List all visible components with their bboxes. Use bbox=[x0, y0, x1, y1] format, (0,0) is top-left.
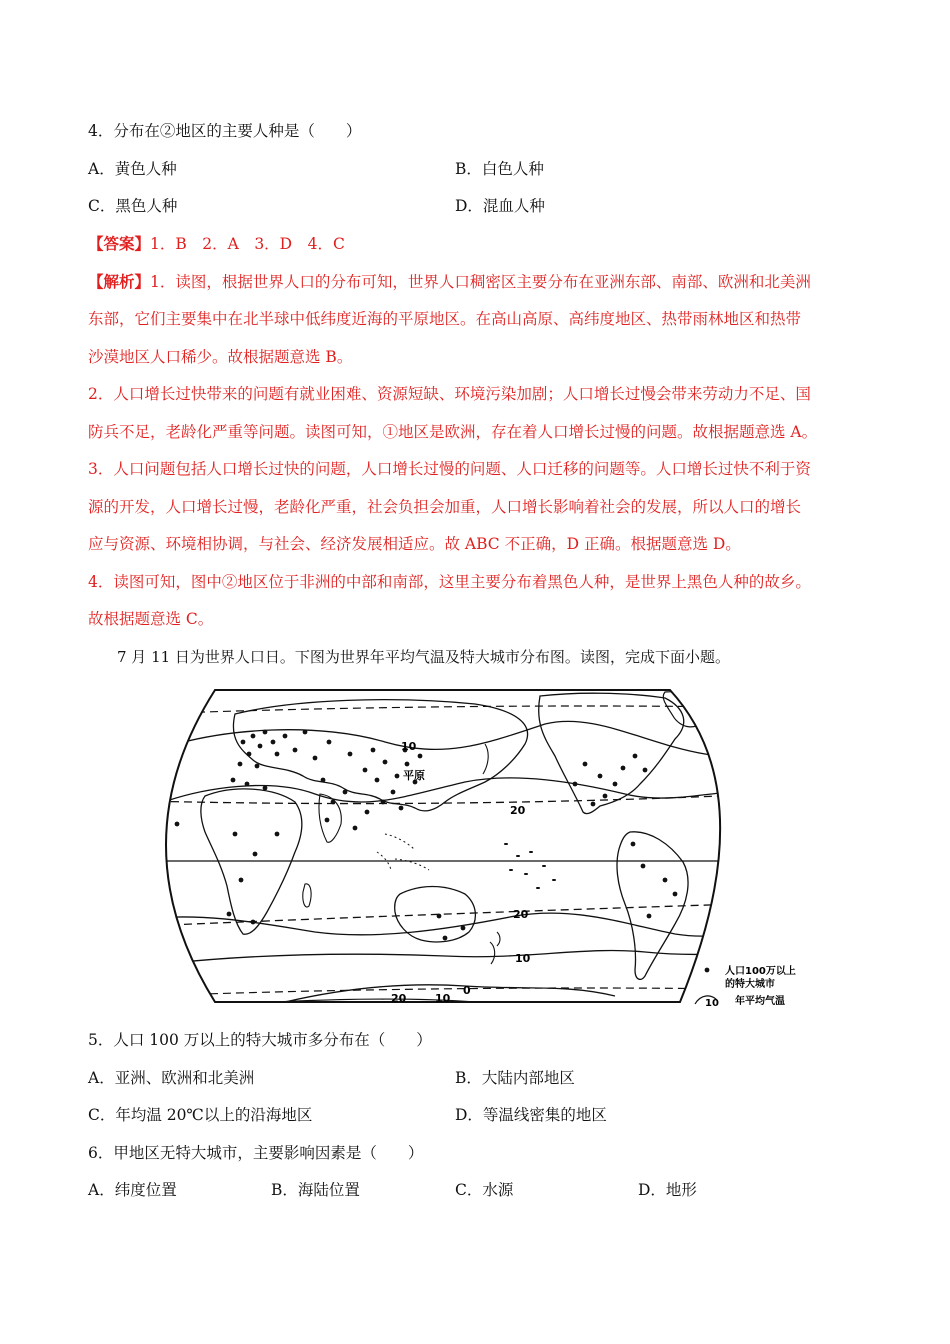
answer-tag: 【答案】 bbox=[88, 234, 151, 253]
analysis-line-7: 源的开发，人口增长过慢，老龄化严重，社会负担会加重，人口增长影响着社会的发展，所以人口的增长 bbox=[88, 498, 802, 516]
madagascar bbox=[303, 884, 311, 907]
q5-option-d: D．等温线密集的地区 bbox=[455, 1106, 607, 1124]
iso-label-north-10: 10 bbox=[401, 740, 417, 753]
q4-stem: 4．分布在②地区的主要人种是（ ） bbox=[88, 122, 362, 140]
legend-city-line1: 人口100万以上 bbox=[725, 966, 796, 977]
legend-city-dot bbox=[705, 968, 710, 973]
iso-label-south-0: 0 bbox=[463, 984, 471, 997]
legend-city-line2: 的特大城市 bbox=[725, 979, 775, 990]
antarctic-circle bbox=[145, 988, 805, 996]
iso-label-south-20-a: 20 bbox=[513, 908, 529, 921]
q4-option-b: B．白色人种 bbox=[455, 160, 544, 178]
india-peninsula bbox=[319, 794, 341, 842]
analysis-line-8: 应与资源、环境相协调，与社会、经济发展相适应。故 ABC 不正确，D 正确。根据题意选 D。 bbox=[88, 535, 741, 553]
answer-line bbox=[88, 234, 345, 254]
analysis-tag: 【解析】 bbox=[88, 272, 151, 291]
arctic-circle bbox=[145, 706, 805, 714]
iso-label-south-10: 10 bbox=[515, 952, 531, 965]
analysis-line-6: 3．人口问题包括人口增长过快的问题，人口增长过慢的问题、人口迁移的问题等。人口增长过快不利于资 bbox=[88, 460, 811, 478]
analysis-line-3: 沙漠地区人口稀少。故根据题意选 B。 bbox=[88, 348, 353, 366]
south-america bbox=[617, 832, 688, 980]
q6-option-d: D．地形 bbox=[638, 1181, 697, 1199]
new-zealand bbox=[490, 932, 500, 964]
japan bbox=[483, 744, 488, 774]
legend-isotherm-label: 年平均气温 bbox=[735, 996, 785, 1007]
q5-option-b: B．大陆内部地区 bbox=[455, 1069, 575, 1087]
tropic-of-cancer bbox=[145, 792, 805, 804]
iso-label-south-20-b: 20 bbox=[391, 992, 407, 1005]
analysis-line-4: 2．人口增长过快带来的问题有就业困难、资源短缺、环境污染加剧；人口增长过慢会带来劳动力不足、国 bbox=[88, 385, 811, 403]
q6-stem: 6．甲地区无特大城市，主要影响因素是（ ） bbox=[88, 1144, 424, 1162]
q5-option-c: C．年均温 20℃以上的沿海地区 bbox=[88, 1106, 313, 1124]
q6-option-b: B．海陆位置 bbox=[271, 1181, 360, 1199]
analysis-line-9: 4．读图可知，图中②地区位于非洲的中部和南部，这里主要分布着黑色人种，是世界上黑色人种的故乡。 bbox=[88, 573, 811, 591]
analysis-line-10: 故根据题意选 C。 bbox=[88, 610, 214, 628]
isotherm-north-20 bbox=[145, 778, 805, 809]
q6-option-a: A．纬度位置 bbox=[88, 1181, 177, 1199]
analysis-text-1: 1．读图，根据世界人口的分布可知，世界人口稠密区主要分布在亚洲东部、南部、欧洲和北美洲 bbox=[150, 273, 811, 291]
map-svg bbox=[145, 684, 805, 1010]
iso-label-south-10-b: 10 bbox=[435, 992, 451, 1005]
answer-text: 1．B 2．A 3．D 4．C bbox=[150, 235, 345, 253]
isotherm-south-10 bbox=[145, 946, 805, 966]
q4-option-a: A．黄色人种 bbox=[88, 160, 177, 178]
southeast-asia-islands bbox=[377, 834, 429, 870]
legend-isotherm-value: 10 bbox=[705, 998, 719, 1009]
q4-option-c: C．黑色人种 bbox=[88, 197, 178, 215]
north-america bbox=[539, 693, 684, 813]
map-frame bbox=[166, 690, 720, 1002]
q5-stem: 5．人口 100 万以上的特大城市多分布在（ ） bbox=[88, 1031, 432, 1049]
q5-option-a: A．亚洲、欧洲和北美洲 bbox=[88, 1069, 255, 1087]
iso-label-north-20: 20 bbox=[510, 804, 526, 817]
analysis-line-2: 东部，它们主要集中在北半球中低纬度近海的平原地区。在高山高原、高纬度地区、热带雨林地区和热带 bbox=[88, 310, 802, 328]
analysis-line-1 bbox=[88, 272, 811, 292]
q4-option-d: D．混血人种 bbox=[455, 197, 545, 215]
intro-text: 7 月 11 日为世界人口日。下图为世界年平均气温及特大城市分布图。读图，完成下面小题。 bbox=[117, 648, 730, 666]
q6-option-c: C．水源 bbox=[455, 1181, 514, 1199]
pacific-islands bbox=[505, 844, 555, 888]
world-temperature-city-map bbox=[145, 684, 805, 1010]
analysis-line-5: 防兵不足，老龄化严重等问题。读图可知，①地区是欧洲，存在着人口增长过慢的问题。故根据题意选 A。 bbox=[88, 423, 818, 441]
iso-label-plain: 平原 bbox=[403, 769, 425, 782]
